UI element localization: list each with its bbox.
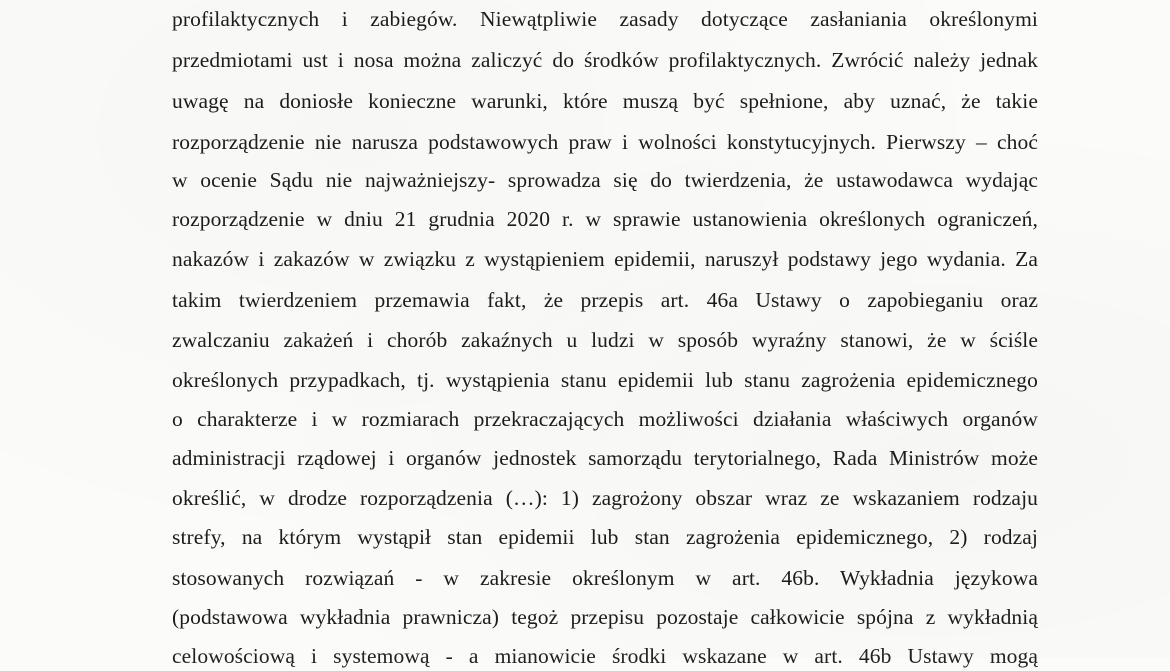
text-line-12: administracji rządowej i organów jednostek samorządu terytorialnego, Rada Ministrów może (172, 446, 1038, 470)
text-line-16: (podstawowa wykładnia prawnicza) tegoż przepisu pozostaje całkowicie spójna z wykładnią (172, 605, 1038, 629)
text-line-4: rozporządzenie nie narusza podstawowych praw i wolności konstytucyjnych. Pierwszy – choć (172, 130, 1038, 154)
text-line-11: o charakterze i w rozmiarach przekraczających możliwości działania właściwych organów (172, 407, 1038, 431)
text-line-7: nakazów i zakazów w związku z wystąpieniem epidemii, naruszył podstawy jego wydania. Za (172, 247, 1038, 271)
text-line-5: w ocenie Sądu nie najważniejszy- sprowadza się do twierdzenia, że ustawodawca wydając (172, 168, 1038, 192)
text-line-1: profilaktycznych i zabiegów. Niewątpliwie zasady dotyczące zasłaniania określonymi (172, 7, 1038, 31)
text-line-13: określić, w drodze rozporządzenia (…): 1) zagrożony obszar wraz ze wskazaniem rodzaju (172, 486, 1038, 510)
text-line-10: określonych przypadkach, tj. wystąpienia stanu epidemii lub stanu zagrożenia epidemicznego (172, 368, 1038, 392)
text-line-15: stosowanych rozwiązań - w zakresie określonym w art. 46b. Wykładnia językowa (172, 566, 1038, 590)
text-line-6: rozporządzenie w dniu 21 grudnia 2020 r. w sprawie ustanowienia określonych ograniczeń, (172, 207, 1038, 231)
text-line-9: zwalczaniu zakażeń i chorób zakaźnych u ludzi w sposób wyraźny stanowi, że w ściśle (172, 328, 1038, 352)
text-line-3: uwagę na doniosłe konieczne warunki, które muszą być spełnione, aby uznać, że takie (172, 89, 1038, 113)
text-line-8: takim twierdzeniem przemawia fakt, że przepis art. 46a Ustawy o zapobieganiu oraz (172, 288, 1038, 312)
text-line-17: celowościową i systemową - a mianowicie środki wskazane w art. 46b Ustawy mogą (172, 644, 1038, 668)
text-line-2: przedmiotami ust i nosa można zaliczyć do środków profilaktycznych. Zwrócić należy jednak (172, 48, 1038, 72)
text-line-14: strefy, na którym wystąpił stan epidemii lub stan zagrożenia epidemicznego, 2) rodzaj (172, 525, 1038, 549)
